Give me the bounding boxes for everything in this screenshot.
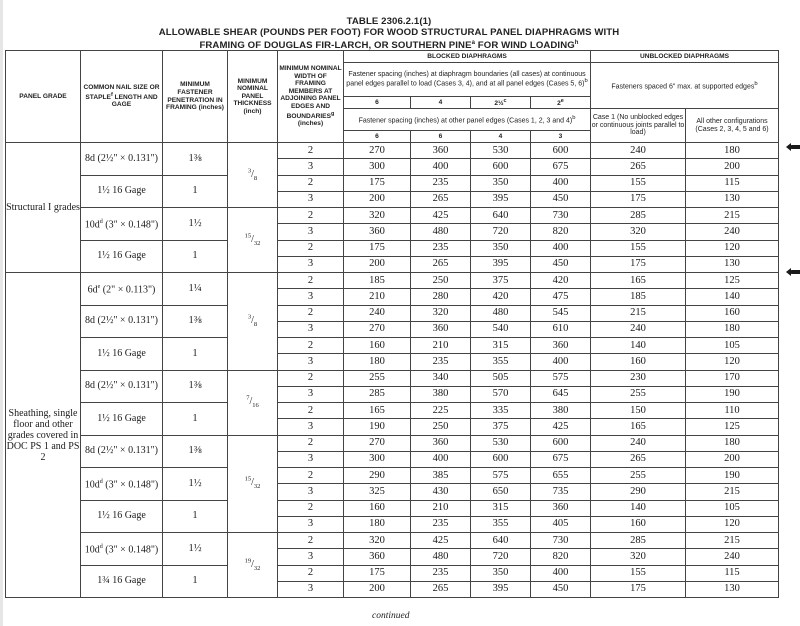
panel-thickness-cell: $^7/_{16}$ [228,370,278,435]
blocked-6-6-cell: 270 [344,321,411,337]
nail-size-cell: $10d^d$ (3" × 0.148") [81,468,163,501]
unblocked-case1-cell: 150 [591,403,686,419]
blocked-4-6-cell: 360 [411,143,471,159]
unblocked-other-cell: 115 [686,175,779,191]
header-boundary-spacing-4: 4 [411,97,471,109]
table-row [6,500,779,516]
unblocked-case1-cell: 290 [591,484,686,500]
header-boundary-spacing-note: Fastener spacing (inches) at diaphragm boundaries (all cases) at continuous panel edges parallel to load (Cases 3, 4), and at all panel edges (Cases 5, 6)$^b$ [344,63,591,97]
unblocked-other-cell: 180 [686,435,779,451]
unblocked-other-cell: 190 [686,468,779,484]
allowable-shear-table [5,50,779,598]
unblocked-other-cell: 200 [686,451,779,467]
framing-width-cell: 2 [278,338,344,354]
unblocked-case1-cell: 255 [591,468,686,484]
framing-width-cell: 2 [278,435,344,451]
blocked-2-3-cell: 545 [531,305,591,321]
table-caption-line-1: ALLOWABLE SHEAR (POUNDS PER FOOT) FOR WOOD STRUCTURAL PANEL DIAPHRAGMS WITH [158,26,620,38]
penetration-cell: 1 [163,175,228,208]
framing-width-cell: 3 [278,386,344,402]
penetration-cell: 1⅜ [163,435,228,468]
framing-width-cell: 2 [278,565,344,581]
unblocked-case1-cell: 155 [591,240,686,256]
framing-width-cell: 2 [278,533,344,549]
nail-size-cell: 8d (2½" × 0.131") [81,370,163,403]
framing-width-cell: 3 [278,516,344,532]
framing-width-cell: 2 [278,208,344,224]
unblocked-case1-cell: 140 [591,338,686,354]
unblocked-other-cell: 115 [686,565,779,581]
unblocked-case1-cell: 165 [591,273,686,289]
blocked-4-6-cell: 280 [411,289,471,305]
blocked-2half-4-cell: 640 [471,533,531,549]
blocked-6-6-cell: 190 [344,419,411,435]
header-case-1: Case 1 (No unblocked edges or continuous joints parallel to load) [591,109,686,143]
panel-thickness-cell: $^3/_8$ [228,273,278,371]
blocked-2-3-cell: 450 [531,256,591,272]
header-boundary-spacing-2: 2e [531,97,591,109]
nail-size-cell: 1½ 16 Gage [81,403,163,436]
blocked-2-3-cell: 405 [531,516,591,532]
blocked-2half-4-cell: 355 [471,516,531,532]
unblocked-other-cell: 120 [686,240,779,256]
blocked-6-6-cell: 175 [344,240,411,256]
blocked-6-6-cell: 160 [344,338,411,354]
blocked-2half-4-cell: 570 [471,386,531,402]
header-panel-grade: PANEL GRADE [6,51,81,143]
blocked-2half-4-cell: 530 [471,435,531,451]
unblocked-other-cell: 190 [686,386,779,402]
table-caption-line-2: FRAMING OF DOUGLAS FIR-LARCH, OR SOUTHERN PINE$^a$ FOR WIND LOADING$^h$ [199,40,579,52]
blocked-6-6-cell: 360 [344,549,411,565]
unblocked-other-cell: 120 [686,354,779,370]
unblocked-case1-cell: 265 [591,159,686,175]
blocked-2-3-cell: 400 [531,175,591,191]
framing-width-cell: 2 [278,370,344,386]
blocked-4-6-cell: 210 [411,500,471,516]
panel-thickness-cell: $^3/_8$ [228,143,278,208]
table-row [6,533,779,549]
framing-width-cell: 3 [278,159,344,175]
blocked-2half-4-cell: 720 [471,549,531,565]
header-other-spacing-3: 3 [531,131,591,143]
unblocked-other-cell: 215 [686,484,779,500]
unblocked-other-cell: 105 [686,338,779,354]
table-row [6,338,779,354]
unblocked-case1-cell: 140 [591,500,686,516]
panel-thickness-cell: $^{15}/_{32}$ [228,435,278,533]
unblocked-case1-cell: 320 [591,549,686,565]
header-other-edge-spacing-note: Fastener spacing (inches) at other panel edges (Cases 1, 2, 3 and 4)$^b$ [344,109,591,131]
framing-width-cell: 3 [278,256,344,272]
blocked-4-6-cell: 385 [411,468,471,484]
table-row [6,208,779,224]
continued-note: continued [372,611,410,621]
framing-width-cell: 3 [278,484,344,500]
nail-size-cell: 8d (2½" × 0.131") [81,305,163,338]
nail-size-cell: 1¾ 16 Gage [81,565,163,598]
blocked-2half-4-cell: 540 [471,321,531,337]
blocked-2half-4-cell: 640 [471,208,531,224]
table-row [6,143,779,159]
header-boundary-spacing-6: 6 [344,97,411,109]
blocked-4-6-cell: 250 [411,419,471,435]
blocked-2-3-cell: 655 [531,468,591,484]
framing-width-cell: 3 [278,354,344,370]
header-other-configurations: All other configurations (Cases 2, 3, 4, 5 and 6) [686,109,779,143]
unblocked-case1-cell: 230 [591,370,686,386]
blocked-6-6-cell: 210 [344,289,411,305]
blocked-2half-4-cell: 395 [471,191,531,207]
blocked-6-6-cell: 320 [344,208,411,224]
blocked-6-6-cell: 325 [344,484,411,500]
table-row [6,273,779,289]
blocked-6-6-cell: 175 [344,175,411,191]
penetration-cell: 1⅜ [163,305,228,338]
header-other-spacing-4: 4 [471,131,531,143]
unblocked-case1-cell: 240 [591,321,686,337]
unblocked-other-cell: 125 [686,419,779,435]
blocked-4-6-cell: 250 [411,273,471,289]
blocked-2-3-cell: 730 [531,208,591,224]
blocked-6-6-cell: 200 [344,256,411,272]
blocked-2half-4-cell: 350 [471,175,531,191]
change-arrow-icon [790,145,800,149]
blocked-2half-4-cell: 335 [471,403,531,419]
change-arrow-icon [790,270,800,274]
penetration-cell: 1½ [163,533,228,566]
unblocked-other-cell: 180 [686,321,779,337]
table-number: TABLE 2306.2.1(1) [346,16,432,27]
unblocked-other-cell: 130 [686,191,779,207]
header-nail-size: COMMON NAIL SIZE OR STAPLE$^f$ LENGTH AND GAGE [81,51,163,143]
penetration-cell: 1¼ [163,273,228,306]
blocked-6-6-cell: 200 [344,581,411,597]
nail-size-cell: 1½ 16 Gage [81,240,163,273]
penetration-cell: 1½ [163,468,228,501]
blocked-2half-4-cell: 395 [471,256,531,272]
header-boundary-spacing-2-half: 2½$^c$ [471,97,531,109]
blocked-2half-4-cell: 395 [471,581,531,597]
blocked-6-6-cell: 240 [344,305,411,321]
table-row [6,370,779,386]
blocked-2half-4-cell: 480 [471,305,531,321]
blocked-2-3-cell: 400 [531,354,591,370]
unblocked-other-cell: 180 [686,143,779,159]
unblocked-other-cell: 215 [686,533,779,549]
unblocked-case1-cell: 265 [591,451,686,467]
blocked-2-3-cell: 730 [531,533,591,549]
framing-width-cell: 2 [278,305,344,321]
unblocked-other-cell: 215 [686,208,779,224]
penetration-cell: 1 [163,403,228,436]
unblocked-other-cell: 130 [686,581,779,597]
blocked-2-3-cell: 475 [531,289,591,305]
blocked-2-3-cell: 450 [531,581,591,597]
blocked-4-6-cell: 235 [411,240,471,256]
unblocked-other-cell: 105 [686,500,779,516]
unblocked-case1-cell: 165 [591,419,686,435]
unblocked-other-cell: 170 [686,370,779,386]
blocked-2-3-cell: 820 [531,224,591,240]
unblocked-other-cell: 120 [686,516,779,532]
penetration-cell: 1⅜ [163,370,228,403]
blocked-6-6-cell: 160 [344,500,411,516]
blocked-2-3-cell: 735 [531,484,591,500]
nail-size-cell: 1½ 16 Gage [81,338,163,371]
blocked-2-3-cell: 380 [531,403,591,419]
blocked-2-3-cell: 675 [531,159,591,175]
framing-width-cell: 3 [278,581,344,597]
blocked-4-6-cell: 400 [411,159,471,175]
blocked-2-3-cell: 360 [531,500,591,516]
blocked-4-6-cell: 265 [411,256,471,272]
blocked-6-6-cell: 165 [344,403,411,419]
penetration-cell: 1 [163,500,228,533]
blocked-6-6-cell: 200 [344,191,411,207]
table-row [6,565,779,581]
unblocked-other-cell: 130 [686,256,779,272]
header-unblocked-diaphragms: UNBLOCKED DIAPHRAGMS [591,51,779,63]
penetration-cell: 1⅜ [163,143,228,176]
blocked-2-3-cell: 610 [531,321,591,337]
table-title [0,17,778,52]
blocked-4-6-cell: 235 [411,354,471,370]
blocked-4-6-cell: 425 [411,208,471,224]
unblocked-case1-cell: 175 [591,191,686,207]
blocked-2half-4-cell: 350 [471,565,531,581]
unblocked-case1-cell: 240 [591,435,686,451]
blocked-2half-4-cell: 350 [471,240,531,256]
unblocked-case1-cell: 175 [591,581,686,597]
blocked-4-6-cell: 265 [411,581,471,597]
blocked-2half-4-cell: 375 [471,273,531,289]
table-body [6,143,779,598]
blocked-4-6-cell: 360 [411,435,471,451]
nail-size-cell: $10d^d$ (3" × 0.148") [81,533,163,566]
blocked-2half-4-cell: 600 [471,451,531,467]
blocked-6-6-cell: 255 [344,370,411,386]
blocked-4-6-cell: 265 [411,191,471,207]
table-row [6,175,779,191]
blocked-4-6-cell: 480 [411,549,471,565]
framing-width-cell: 2 [278,175,344,191]
unblocked-case1-cell: 155 [591,565,686,581]
unblocked-case1-cell: 155 [591,175,686,191]
blocked-2-3-cell: 820 [531,549,591,565]
blocked-2-3-cell: 600 [531,435,591,451]
blocked-6-6-cell: 180 [344,354,411,370]
blocked-4-6-cell: 425 [411,533,471,549]
blocked-4-6-cell: 360 [411,321,471,337]
unblocked-other-cell: 125 [686,273,779,289]
header-blocked-diaphragms: BLOCKED DIAPHRAGMS [344,51,591,63]
blocked-2half-4-cell: 355 [471,354,531,370]
blocked-2half-4-cell: 650 [471,484,531,500]
framing-width-cell: 2 [278,143,344,159]
blocked-2-3-cell: 425 [531,419,591,435]
blocked-2half-4-cell: 505 [471,370,531,386]
framing-width-cell: 3 [278,191,344,207]
framing-width-cell: 2 [278,240,344,256]
blocked-4-6-cell: 380 [411,386,471,402]
framing-width-cell: 2 [278,468,344,484]
header-other-spacing-6b: 6 [411,131,471,143]
blocked-2-3-cell: 675 [531,451,591,467]
blocked-2half-4-cell: 315 [471,338,531,354]
nail-size-cell: 8d (2½" × 0.131") [81,435,163,468]
blocked-6-6-cell: 180 [344,516,411,532]
unblocked-other-cell: 200 [686,159,779,175]
penetration-cell: 1 [163,338,228,371]
nail-size-cell: $6d^e$ (2" × 0.113") [81,273,163,306]
blocked-2-3-cell: 450 [531,191,591,207]
framing-width-cell: 2 [278,273,344,289]
blocked-2half-4-cell: 375 [471,419,531,435]
blocked-2-3-cell: 400 [531,565,591,581]
blocked-2half-4-cell: 575 [471,468,531,484]
framing-width-cell: 2 [278,403,344,419]
panel-thickness-cell: $^{15}/_{32}$ [228,208,278,273]
blocked-6-6-cell: 270 [344,143,411,159]
unblocked-case1-cell: 285 [591,208,686,224]
blocked-4-6-cell: 235 [411,565,471,581]
blocked-2-3-cell: 420 [531,273,591,289]
panel-grade-cell: Structural I grades [6,143,81,273]
unblocked-case1-cell: 285 [591,533,686,549]
unblocked-other-cell: 110 [686,403,779,419]
blocked-6-6-cell: 320 [344,533,411,549]
unblocked-case1-cell: 185 [591,289,686,305]
blocked-6-6-cell: 185 [344,273,411,289]
blocked-6-6-cell: 285 [344,386,411,402]
unblocked-other-cell: 160 [686,305,779,321]
header-thickness: MINIMUM NOMINAL PANEL THICKNESS (inch) [228,51,278,143]
blocked-4-6-cell: 340 [411,370,471,386]
table-row [6,305,779,321]
blocked-4-6-cell: 480 [411,224,471,240]
unblocked-other-cell: 240 [686,224,779,240]
blocked-4-6-cell: 320 [411,305,471,321]
nail-size-cell: 8d (2½" × 0.131") [81,143,163,176]
unblocked-other-cell: 140 [686,289,779,305]
table-row [6,403,779,419]
header-unblocked-note: Fasteners spaced 6" max. at supported edges$^b$ [591,63,779,109]
blocked-4-6-cell: 225 [411,403,471,419]
header-other-spacing-6a: 6 [344,131,411,143]
blocked-2-3-cell: 575 [531,370,591,386]
table-row [6,468,779,484]
blocked-6-6-cell: 360 [344,224,411,240]
blocked-6-6-cell: 300 [344,159,411,175]
unblocked-case1-cell: 160 [591,516,686,532]
framing-width-cell: 3 [278,321,344,337]
penetration-cell: 1 [163,240,228,273]
framing-width-cell: 3 [278,451,344,467]
table-row [6,435,779,451]
blocked-6-6-cell: 290 [344,468,411,484]
blocked-2half-4-cell: 720 [471,224,531,240]
blocked-4-6-cell: 235 [411,175,471,191]
framing-width-cell: 3 [278,289,344,305]
unblocked-case1-cell: 240 [591,143,686,159]
blocked-2-3-cell: 400 [531,240,591,256]
blocked-6-6-cell: 300 [344,451,411,467]
unblocked-case1-cell: 320 [591,224,686,240]
framing-width-cell: 3 [278,419,344,435]
nail-size-cell: 1½ 16 Gage [81,500,163,533]
blocked-6-6-cell: 270 [344,435,411,451]
framing-width-cell: 2 [278,500,344,516]
blocked-2-3-cell: 600 [531,143,591,159]
blocked-2-3-cell: 360 [531,338,591,354]
blocked-2half-4-cell: 530 [471,143,531,159]
blocked-2half-4-cell: 600 [471,159,531,175]
nail-size-cell: $10d^d$ (3" × 0.148") [81,208,163,241]
framing-width-cell: 3 [278,224,344,240]
unblocked-case1-cell: 160 [591,354,686,370]
panel-thickness-cell: $^{19}/_{32}$ [228,533,278,598]
blocked-2half-4-cell: 420 [471,289,531,305]
unblocked-case1-cell: 175 [591,256,686,272]
penetration-cell: 1 [163,565,228,598]
framing-width-cell: 3 [278,549,344,565]
blocked-2half-4-cell: 315 [471,500,531,516]
blocked-6-6-cell: 175 [344,565,411,581]
blocked-2-3-cell: 645 [531,386,591,402]
header-penetration: MINIMUM FASTENER PENETRATION IN FRAMING (inches) [163,51,228,143]
table-row [6,240,779,256]
blocked-4-6-cell: 235 [411,516,471,532]
header-framing-width: MINIMUM NOMINAL WIDTH OF FRAMING MEMBERS AT ADJOINING PANEL EDGES AND BOUNDARIES$^g$ (inches) [278,51,344,143]
panel-grade-cell: Sheathing, single floor and other grades covered in DOC PS 1 and PS 2 [6,273,81,598]
unblocked-case1-cell: 255 [591,386,686,402]
blocked-4-6-cell: 210 [411,338,471,354]
nail-size-cell: 1½ 16 Gage [81,175,163,208]
blocked-4-6-cell: 430 [411,484,471,500]
unblocked-case1-cell: 215 [591,305,686,321]
blocked-4-6-cell: 400 [411,451,471,467]
penetration-cell: 1½ [163,208,228,241]
unblocked-other-cell: 240 [686,549,779,565]
page-edge [0,0,3,626]
